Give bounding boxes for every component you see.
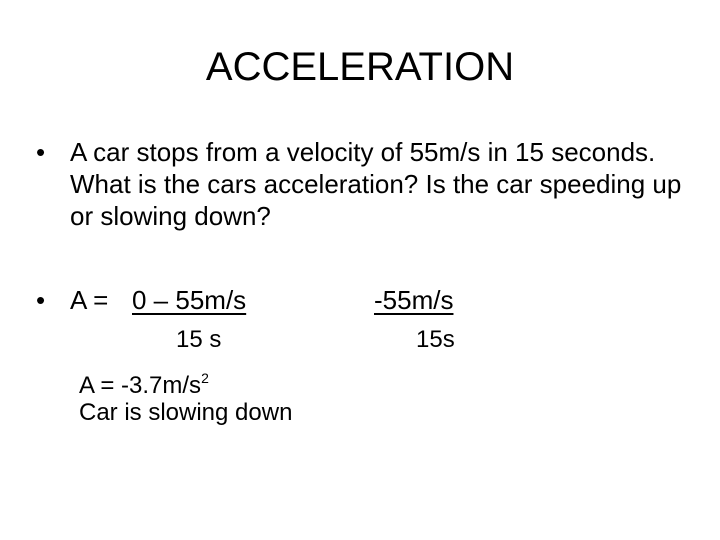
slide-title: ACCELERATION — [205, 45, 515, 89]
acceleration-value: A = -3.7m/s — [79, 372, 202, 399]
question-bullet — [36, 136, 686, 236]
question-text: A car stops from a velocity of 55m/s in 15 seconds. What is the cars acceleration? Is the car speeding up or slowing down? — [70, 137, 682, 231]
equation-denominator-simplified: 15s — [416, 326, 455, 353]
equation-numerator: 0 – 55m/s — [132, 285, 247, 315]
equation-lhs: A = — [70, 285, 109, 315]
acceleration-exponent: 2 — [201, 370, 209, 386]
acceleration-result — [79, 363, 209, 401]
equation-bullet — [36, 284, 686, 324]
bullet-marker: • — [36, 137, 46, 167]
conclusion-text: Car is slowing down — [79, 399, 293, 426]
equation-numerator-simplified: -55m/s — [374, 285, 454, 315]
equation-denominator: 15 s — [176, 326, 222, 353]
bullet-marker: • — [36, 285, 46, 315]
